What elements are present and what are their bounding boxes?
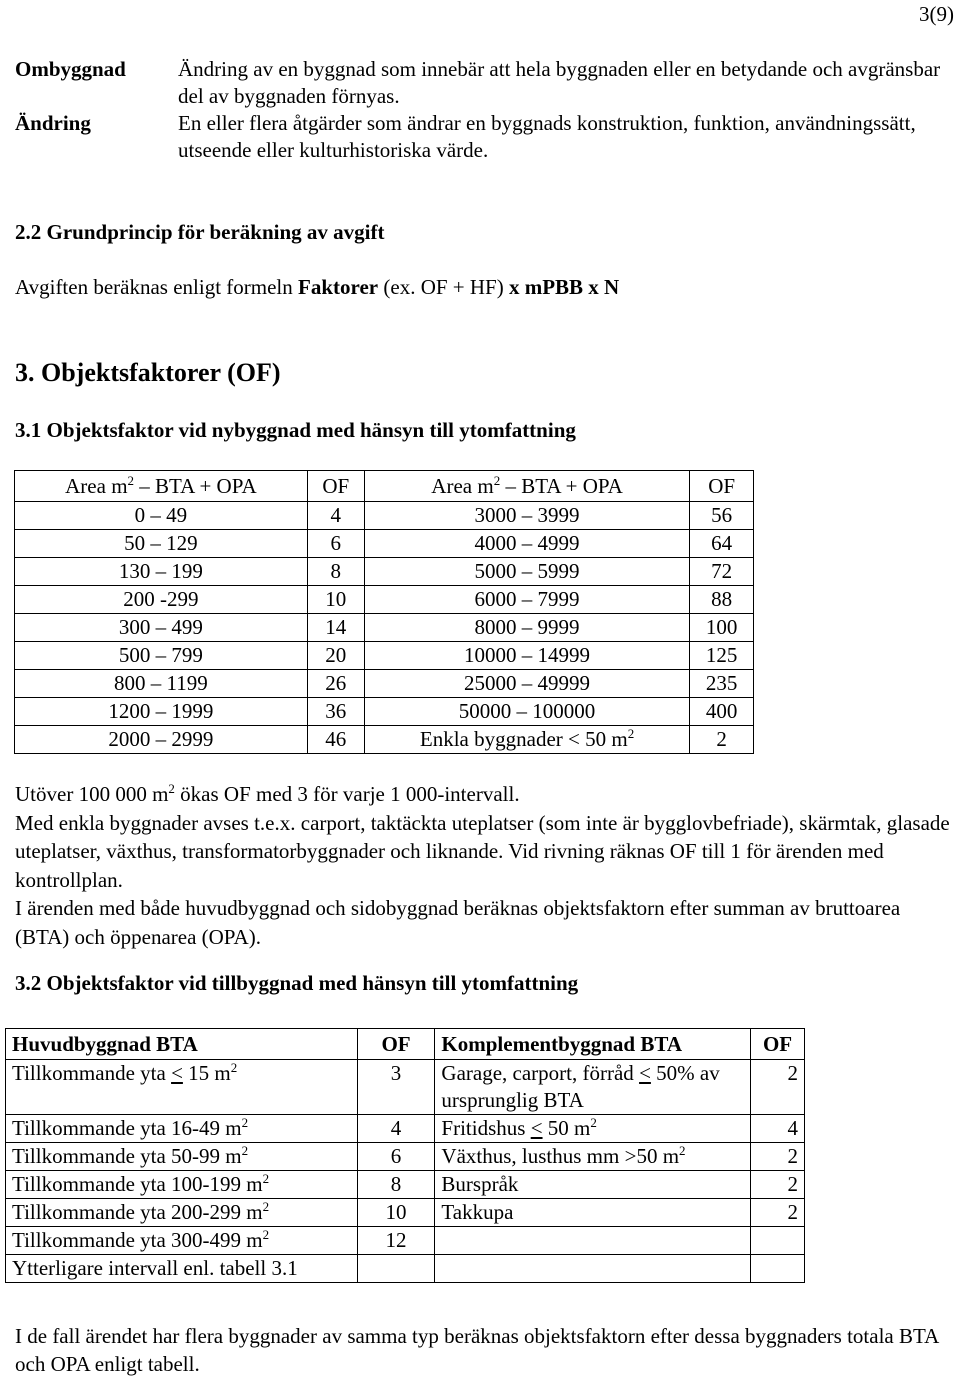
table-cell <box>307 558 364 586</box>
header-bta-label: BTA + OPA <box>155 473 257 498</box>
section-3-2-heading: 3.2 Objektsfaktor vid tillbyggnad med hänsyn till ytomfattning <box>15 971 579 995</box>
superscript: 2 <box>241 1143 249 1158</box>
table-cell <box>364 586 689 614</box>
table-cell <box>15 726 308 754</box>
cell-text: Tillkommande yta 200-299 m <box>12 1200 263 1224</box>
cell-text: 0 – 49 <box>134 503 188 527</box>
table-cell <box>6 1143 358 1171</box>
superscript: 2 <box>127 472 135 488</box>
of-value: 4 <box>357 1115 435 1143</box>
cell-text: Tillkommande yta 100-199 m <box>12 1172 263 1196</box>
formula-prefix: Avgiften beräknas enligt formeln <box>15 275 293 299</box>
table-cell <box>364 726 689 754</box>
cell-text: 300 – 499 <box>118 615 203 639</box>
cell-text: Ytterligare intervall enl. tabell 3.1 <box>12 1256 298 1280</box>
cell-text: 4000 – 4999 <box>474 531 580 555</box>
table-row <box>6 1143 805 1171</box>
table-cell <box>690 670 754 698</box>
table-cell <box>6 1227 358 1255</box>
definitions-list <box>15 56 945 164</box>
of-value: 12 <box>357 1227 435 1255</box>
header-area-1: Area $m^2$ – BTA + OPA <box>15 471 308 502</box>
cell-text: 20 <box>325 643 347 667</box>
table-cell <box>364 642 689 670</box>
cell-text: 8 <box>330 559 342 583</box>
cell-text: 2000 – 2999 <box>108 727 214 751</box>
cell-text: 125 <box>705 643 738 667</box>
cell-text: 5000 – 5999 <box>474 559 580 583</box>
table-row <box>15 530 754 558</box>
section-3-heading: 3. Objektsfaktorer (OF) <box>15 358 281 387</box>
table-cell <box>15 642 308 670</box>
cell-text: 400 <box>705 699 738 723</box>
cell-text: 8000 – 9999 <box>474 615 580 639</box>
definition-term: Ombyggnad <box>15 57 126 81</box>
of-value: 2 <box>751 1199 805 1227</box>
cell-text: 15 m <box>182 1061 231 1085</box>
table-cell <box>690 558 754 586</box>
table-row <box>6 1115 805 1143</box>
table-cell <box>690 642 754 670</box>
cell-text: 26 <box>325 671 347 695</box>
of-value: 8 <box>357 1171 435 1199</box>
table-cell <box>435 1199 751 1227</box>
cell-text: Växthus, lusthus mm >50 m <box>441 1144 680 1168</box>
formula-line <box>15 275 619 300</box>
table-cell <box>307 614 364 642</box>
table-cell <box>435 1143 751 1171</box>
of-value: 2 <box>751 1143 805 1171</box>
table-cell <box>15 530 308 558</box>
superscript: 2 <box>262 1199 270 1214</box>
of-value: 10 <box>357 1199 435 1227</box>
cell-text: 72 <box>711 559 733 583</box>
header-area-2: Area $m^2$ – BTA + OPA <box>364 471 689 502</box>
superscript: 2 <box>262 1171 270 1186</box>
table-cell <box>6 1115 358 1143</box>
definition-row <box>15 110 945 164</box>
table-cell <box>307 586 364 614</box>
table-cell <box>364 558 689 586</box>
header-complement-building: Komplementbyggnad BTA <box>435 1029 751 1060</box>
table-cell <box>307 530 364 558</box>
table-row <box>15 502 754 530</box>
table-cell <box>690 726 754 754</box>
section-2-2-heading: 2.2 Grundprincip för beräkning av avgift <box>15 220 385 244</box>
table-row <box>6 1060 805 1115</box>
cell-text: Tillkommande yta 50-99 m <box>12 1144 242 1168</box>
table-cell <box>307 726 364 754</box>
cell-text: Tillkommande yta 16-49 m <box>12 1116 242 1140</box>
table-cell <box>690 614 754 642</box>
table-header-row <box>15 471 754 502</box>
table-cell <box>15 614 308 642</box>
of-value: 3 <box>357 1060 435 1115</box>
table-cell <box>435 1227 751 1255</box>
header-area-label: Area m <box>431 473 494 498</box>
cell-text: 2 <box>716 727 727 751</box>
definition-row <box>15 56 945 110</box>
table-row <box>15 642 754 670</box>
table-cell <box>690 530 754 558</box>
of-value: 2 <box>751 1060 805 1115</box>
table-row <box>15 726 754 754</box>
header-of-2: OF <box>690 471 754 502</box>
table-cell <box>364 530 689 558</box>
of-value <box>751 1227 805 1255</box>
table-cell <box>15 670 308 698</box>
less-equal-symbol: < <box>530 1116 543 1140</box>
table-cell <box>435 1115 751 1143</box>
of-value: 2 <box>751 1171 805 1199</box>
cell-text: 88 <box>711 587 733 611</box>
table-cell <box>364 502 689 530</box>
cell-text: 1200 – 1999 <box>108 699 214 723</box>
section-3-1-heading: 3.1 Objektsfaktor vid nybyggnad med hänsyn till ytomfattning <box>15 418 576 442</box>
table-cell <box>15 558 308 586</box>
cell-text: 130 – 199 <box>118 559 203 583</box>
of-value: 4 <box>751 1115 805 1143</box>
table-cell <box>690 698 754 726</box>
cell-text: 10000 – 14999 <box>464 643 591 667</box>
table-row <box>15 558 754 586</box>
cell-text: 100 <box>705 615 738 639</box>
superscript: 2 <box>262 1227 270 1242</box>
cell-text: Burspråk <box>441 1172 519 1196</box>
cell-text: 3000 – 3999 <box>474 503 580 527</box>
cell-text: 500 – 799 <box>118 643 203 667</box>
table-cell <box>6 1255 358 1283</box>
formula-multiplier: x mPBB x N <box>508 275 620 299</box>
note-line: I ärenden med både huvudbyggnad och sidobyggnad beräknas objektsfaktorn efter summan av bruttoarea (BTA) och öppenarea (OPA). <box>15 896 901 949</box>
table-cell <box>690 502 754 530</box>
table-cell <box>15 586 308 614</box>
header-of-2: OF <box>751 1029 805 1060</box>
notes-paragraph <box>15 780 950 951</box>
table-cell <box>307 642 364 670</box>
cell-text: Tillkommande yta <box>12 1061 172 1085</box>
table-row <box>15 698 754 726</box>
cell-text: 6 <box>330 531 342 555</box>
superscript: 2 <box>679 1143 686 1158</box>
cell-text: Fritidshus <box>441 1116 531 1140</box>
cell-text: 14 <box>325 615 347 639</box>
cell-text: 4 <box>330 503 342 527</box>
superscript: 2 <box>168 781 175 796</box>
note-text: Utöver 100 000 m <box>15 782 169 806</box>
table-cell <box>307 670 364 698</box>
table-row <box>15 586 754 614</box>
table-cell <box>15 502 308 530</box>
less-equal-symbol: < <box>171 1061 183 1085</box>
table-cell <box>435 1171 751 1199</box>
cell-text: 200 -299 <box>123 587 199 611</box>
header-of-1: OF <box>357 1029 435 1060</box>
new-construction-table <box>14 470 754 754</box>
cell-text: 56 <box>711 503 733 527</box>
cell-text: Enkla byggnader < 50 m <box>419 727 628 751</box>
table-header-row <box>6 1029 805 1060</box>
table-row <box>15 670 754 698</box>
cell-text: 6000 – 7999 <box>474 587 580 611</box>
table-cell <box>15 698 308 726</box>
table-row <box>6 1171 805 1199</box>
table-cell <box>364 614 689 642</box>
header-of-1: OF <box>307 471 364 502</box>
header-area-label: Area m <box>65 473 128 498</box>
table-cell <box>364 670 689 698</box>
table-cell <box>435 1060 751 1115</box>
cell-text: 235 <box>705 671 738 695</box>
superscript: 2 <box>241 1115 249 1130</box>
superscript: 2 <box>230 1060 238 1075</box>
cell-text: 50% av ursprunglig BTA <box>441 1061 720 1112</box>
table-cell <box>435 1255 751 1283</box>
cell-text: 36 <box>325 699 347 723</box>
table-cell <box>6 1199 358 1227</box>
cell-text: 64 <box>711 531 733 555</box>
table-row <box>6 1255 805 1283</box>
table-cell <box>307 698 364 726</box>
table-row <box>15 614 754 642</box>
superscript: 2 <box>627 726 635 741</box>
definition-text: Ändring av en byggnad som innebär att hela byggnaden eller en betydande och avgränsbar del av byggnaden förnyas. <box>178 57 941 108</box>
cell-text: 25000 – 49999 <box>464 671 591 695</box>
cell-text: Tillkommande yta 300-499 m <box>12 1228 263 1252</box>
table-cell <box>6 1171 358 1199</box>
less-equal-symbol: < <box>639 1061 651 1085</box>
definition-text: En eller flera åtgärder som ändrar en byggnads konstruktion, funktion, användningssätt, utseende eller kulturhistoriska värde. <box>178 111 916 162</box>
superscript: 2 <box>590 1115 597 1130</box>
cell-text: 46 <box>325 727 347 751</box>
of-value <box>751 1255 805 1283</box>
note-text: ökas OF med 3 för varje 1 000-intervall. <box>180 782 520 806</box>
table-cell <box>6 1060 358 1115</box>
table-cell <box>307 502 364 530</box>
table-row <box>6 1199 805 1227</box>
cell-text: 50 – 129 <box>124 531 198 555</box>
cell-text: Takkupa <box>441 1200 514 1224</box>
formula-middle: (ex. OF + HF) <box>383 275 504 299</box>
extension-table <box>5 1028 805 1283</box>
superscript: 2 <box>493 472 501 488</box>
table-cell <box>364 698 689 726</box>
note-line: Med enkla byggnader avses t.e.x. carport, taktäckta uteplatser (som inte är bygglovbefriade), skärmtak, glasade uteplatser, växthus, transformatorbyggnader och liknande. Vid rivning räknas OF till 1 för ärenden med kontrollplan. <box>15 810 950 892</box>
of-value <box>357 1255 435 1283</box>
header-bta-label: BTA + OPA <box>521 473 623 498</box>
cell-text: Garage, carport, förråd <box>441 1061 640 1085</box>
cell-text: 50 m <box>542 1116 591 1140</box>
note-line <box>15 780 950 809</box>
table-cell <box>690 586 754 614</box>
of-value: 6 <box>357 1143 435 1171</box>
page-number: 3(9) <box>919 2 954 26</box>
table-row <box>6 1227 805 1255</box>
header-main-building: Huvudbyggnad BTA <box>6 1029 358 1060</box>
cell-text: 800 – 1199 <box>114 671 208 695</box>
formula-factors: Faktorer <box>298 275 379 299</box>
cell-text: 50000 – 100000 <box>458 699 596 723</box>
definition-term: Ändring <box>15 111 91 135</box>
cell-text: 10 <box>325 587 347 611</box>
closing-paragraph: I de fall ärendet har flera byggnader av samma typ beräknas objektsfaktorn efter dessa byggnaders totala BTA och OPA enligt tabell. <box>15 1324 939 1376</box>
